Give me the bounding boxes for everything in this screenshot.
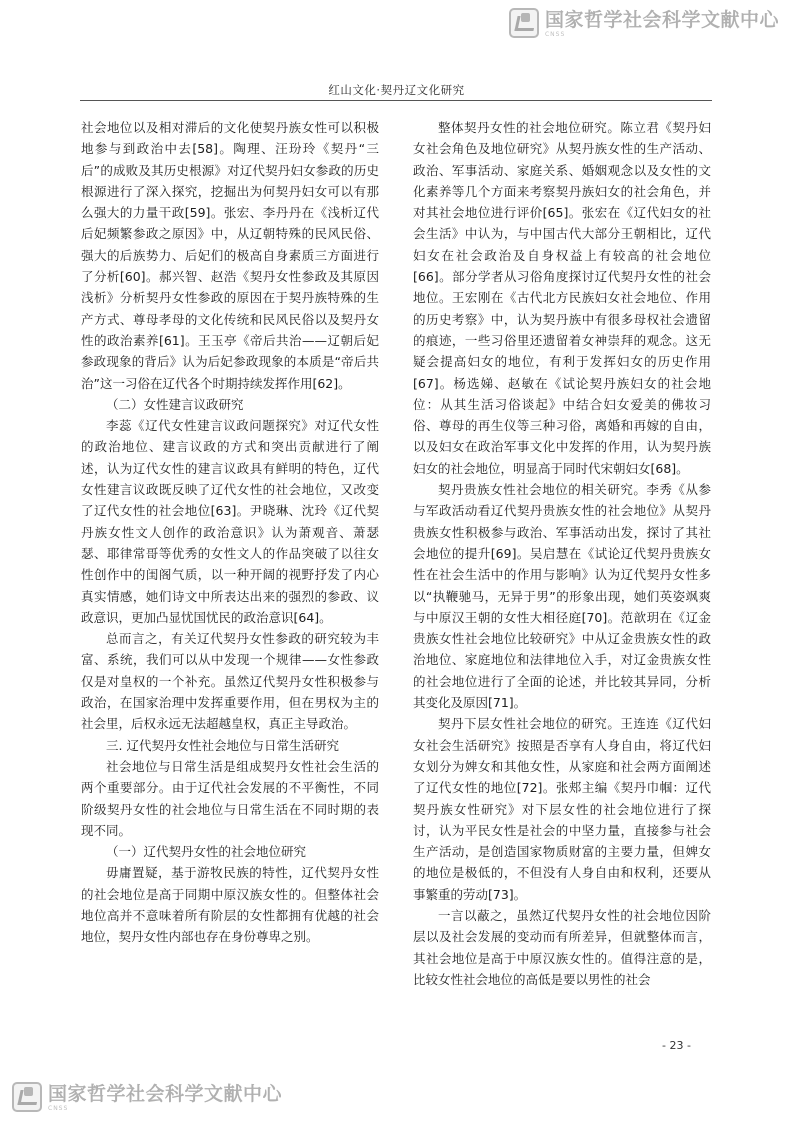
right-column bbox=[413, 117, 711, 990]
paragraph: 李蕊《辽代女性建言议政问题探究》对辽代女性的政治地位、建言议政的方式和突出贡献进行了阐述，认为辽代女性的建言议政具有鲜明的特色，辽代女性建言议政既反映了辽代女性的社会地位，又改变了辽代女性的社会地位[63]。尹晓琳、沈玲《辽代契丹族女性文人创作的政治意识》认为萧观音、萧瑟瑟、耶律常哥等优秀的女性文人的作品突破了以往女性创作中的闺阁气质，以一种开阔的视野抒发了内心真实情感，她们诗文中所表达出来的强烈的参政、议政意识，更加凸显忧国忧民的政治意识[64]。 bbox=[81, 418, 379, 625]
paragraph: 社会地位以及相对滞后的文化使契丹族女性可以积极地参与到政治中去[58]。陶理、汪玢玲《契丹“三后”的成败及其历史根源》对辽代契丹妇女参政的历史根源进行了深入探究，挖掘出为何契丹妇女可以有那么强大的力量干政[59]。张宏、李丹丹在《浅析辽代后妃频繁参政之原因》中，从辽朝特殊的民风民俗、强大的后族势力、后妃们的极高自身素质三方面进行了分析[60]。郝兴智、赵浩《契丹女性参政及其原因浅析》分析契丹女性参政的原因在于契丹族特殊的生产方式、尊母孝母的文化传统和民风民俗以及契丹女性的政治素养[61]。王玉亭《帝后共治——辽朝后妃参政现象的背后》认为后妃参政现象的本质是“帝后共治”这一习俗在辽代各个时期持续发挥作用[62]。 bbox=[81, 120, 379, 391]
section-heading: 三. 辽代契丹女性社会地位与日常生活研究 bbox=[106, 737, 339, 753]
page-number: - 23 - bbox=[662, 1039, 691, 1052]
logo-text: 国家哲学社会科学文献中心 bbox=[544, 8, 779, 31]
logo-abbr: CNSS bbox=[48, 1104, 69, 1112]
left-column bbox=[81, 117, 379, 948]
paragraph: 总而言之，有关辽代契丹女性参政的研究较为丰富、系统，我们可以从中发现一个规律——女性参政仅是对皇权的一个补充。虽然辽代契丹女性积极参与政治，在国家治理中发挥重要作用，但在男权为主的社会里，后权永远无法超越皇权，真正主导政治。 bbox=[81, 631, 379, 732]
watermark-logo-bottom bbox=[12, 1082, 282, 1112]
paragraph: 契丹贵族女性社会地位的相关研究。李秀《从参与军政活动看辽代契丹贵族女性的社会地位》从契丹贵族女性积极参与政治、军事活动出发，探讨了其社会地位的提升[69]。吴启慧在《试论辽代契丹贵族女性在社会生活中的作用与影响》认为辽代契丹女性多以“执鞭驰马，无异于男”的形象出现，她们英姿飒爽与中原汉王朝的女性大相径庭[70]。范歆玥在《辽金贵族女性社会地位比较研究》中从辽金贵族女性的政治地位、家庭地位和法律地位入手，对辽金贵族女性的社会地位进行了全面的论述，并比较其异同，分析其变化及原因[71]。 bbox=[413, 482, 711, 711]
subheading: （一）辽代契丹女性的社会地位研究 bbox=[106, 844, 307, 860]
running-title: 红山文化·契丹辽文化研究 bbox=[328, 83, 465, 97]
paragraph: 毋庸置疑，基于游牧民族的特性，辽代契丹女性的社会地位是高于同期中原汉族女性的。但整体社会地位高并不意味着所有阶层的女性都拥有优越的社会地位，契丹女性内部也存在身份尊卑之别。 bbox=[81, 865, 379, 945]
logo-emblem-icon bbox=[12, 1082, 42, 1112]
subheading: （二）女性建言议政研究 bbox=[106, 396, 244, 412]
watermark-logo-top bbox=[509, 8, 779, 38]
logo-emblem-icon bbox=[509, 8, 539, 38]
paragraph: 一言以蔽之，虽然辽代契丹女性的社会地位因阶层以及社会发展的变动而有所差异，但就整体而言，其社会地位是高于中原汉族女性的。值得注意的是，比较女性社会地位的高低是要以男性的社会 bbox=[413, 907, 711, 987]
paragraph: 契丹下层女性社会地位的研究。王连连《辽代妇女社会生活研究》按照是否享有人身自由，将辽代妇女划分为婢女和其他女性，从家庭和社会两方面阐述了辽代女性的地位[72]。张郏主编《契丹巾帼：辽代契丹族女性研究》对下层女性的社会地位进行了探讨，认为平民女性是社会的中坚力量，直接参与社会生产活动，是创造国家物质财富的主要力量，但婢女的地位是极低的，不但没有人身自由和权利，还要从事繁重的劳动[73]。 bbox=[413, 716, 711, 902]
header-rule bbox=[80, 100, 712, 101]
paragraph: 整体契丹女性的社会地位研究。陈立君《契丹妇女社会角色及地位研究》从契丹族女性的生产活动、政治、军事活动、家庭关系、婚姻观念以及女性的文化素养等几个方面来考察契丹族妇女的社会角色，并对其社会地位进行评价[65]。张宏在《辽代妇女的社会生活》中认为，与中国古代大部分王朝相比，辽代妇女在社会政治及自身权益上有较高的社会地位[66]。部分学者从习俗角度探讨辽代契丹女性的社会地位。王宏刚在《古代北方民族妇女社会地位、作用的历史考察》中，认为契丹族中有很多母权社会遗留的痕迹，一些习俗里还遗留着女神崇拜的观念。这无疑会提高妇女的地位，有利于发挥妇女的历史作用[67]。杨选娣、赵敏在《试论契丹族妇女的社会地位：从其生活习俗谈起》中结合妇女爱美的佛妆习俗、尊母的再生仪等三种习俗，离婚和再嫁的自由，以及妇女在政治军事文化中发挥的作用，认为契丹族妇女的社会地位，明显高于同时代宋朝妇女[68]。 bbox=[413, 120, 711, 476]
logo-text: 国家哲学社会科学文献中心 bbox=[48, 1082, 283, 1105]
paragraph: 社会地位与日常生活是组成契丹女性社会生活的两个重要部分。由于辽代社会发展的不平衡性，不同阶级契丹女性的社会地位与日常生活在不同时期的表现不同。 bbox=[81, 758, 379, 838]
logo-abbr: CNSS bbox=[544, 30, 566, 38]
